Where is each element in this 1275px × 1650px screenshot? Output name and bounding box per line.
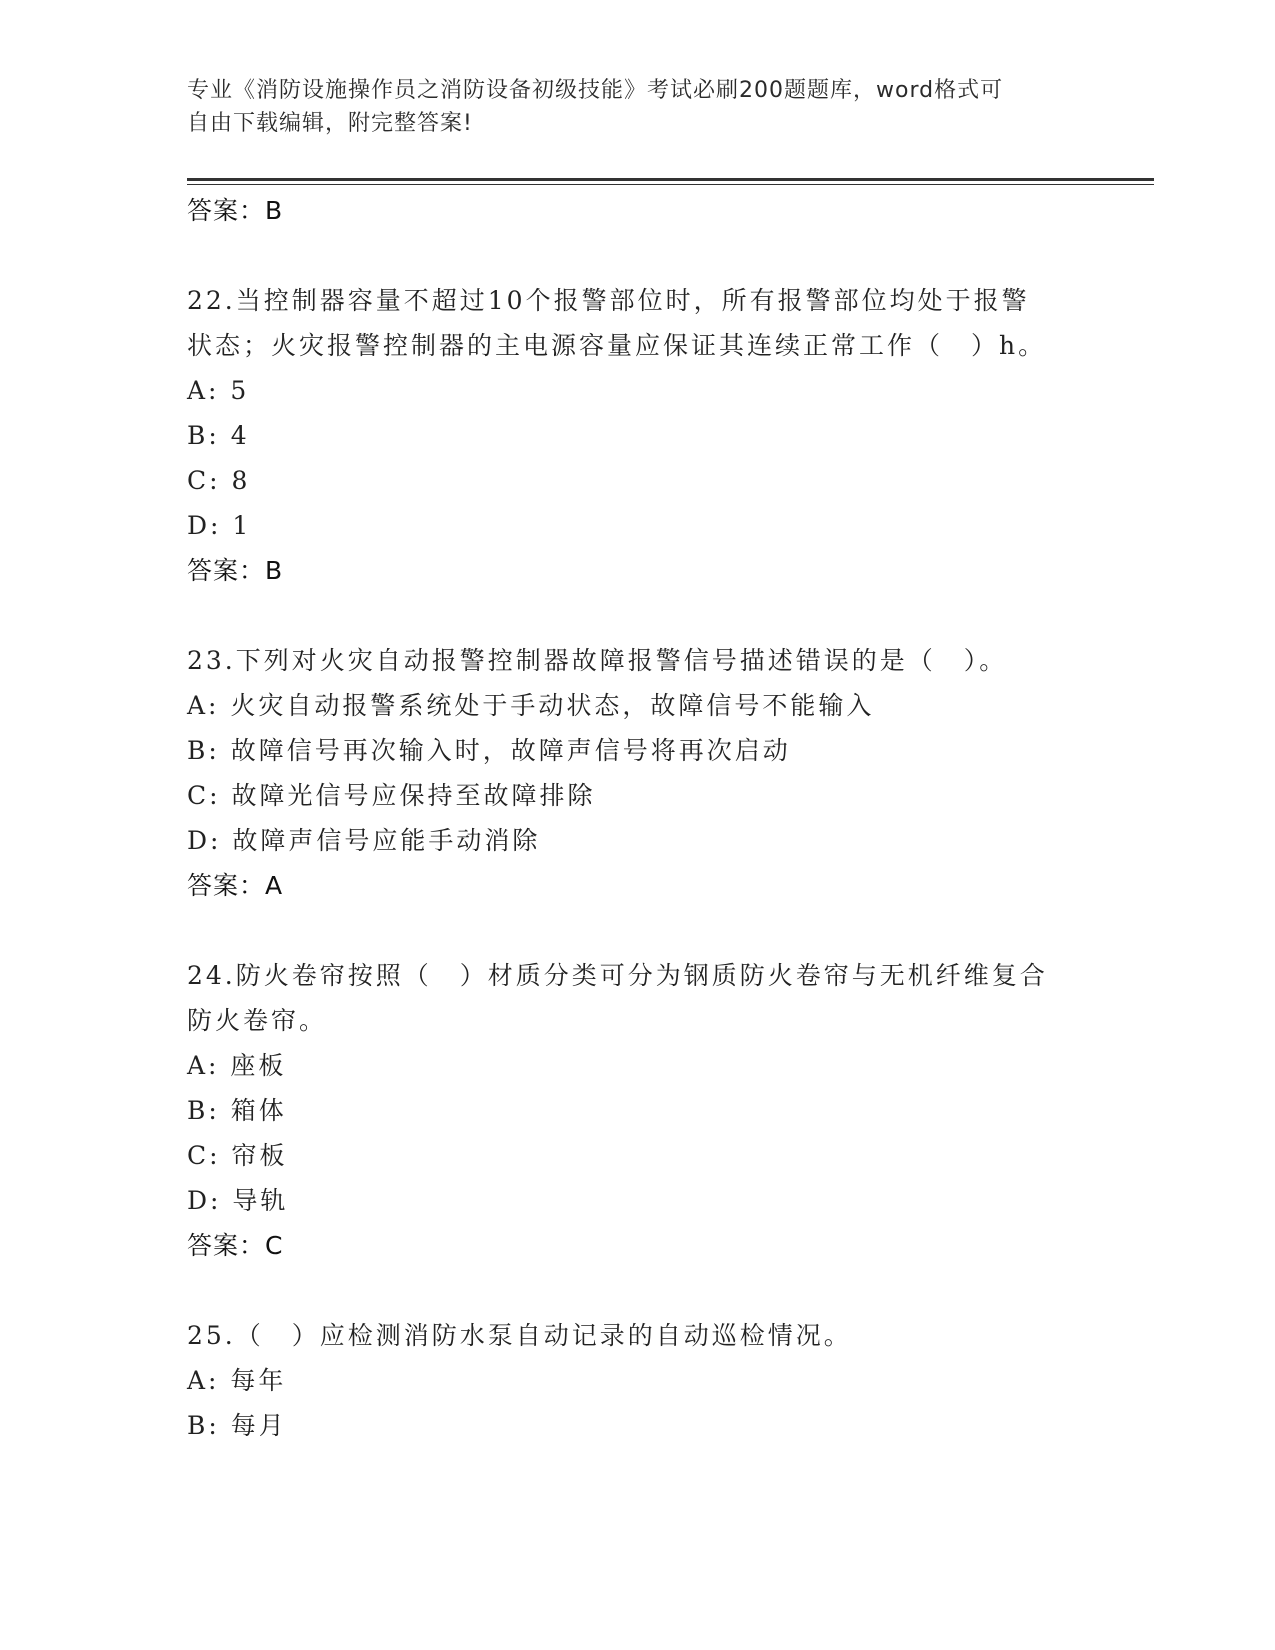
question-text: 防火卷帘。: [187, 1006, 328, 1035]
header-line-2: 自由下载编辑，附完整答案!: [187, 111, 473, 136]
option-c: C: 8: [187, 466, 251, 495]
question-text: 状态；火灾报警控制器的主电源容量应保证其连续正常工作（ ）h。: [187, 331, 1047, 360]
option-a: A: 5: [187, 376, 250, 405]
question-text: 25.（ ）应检测消防水泵自动记录的自动巡检情况。: [187, 1321, 852, 1350]
header-rule-thin: [187, 184, 1154, 185]
question-text: 22.当控制器容量不超过10个报警部位时，所有报警部位均处于报警: [187, 286, 1030, 315]
option-b: B: 4: [187, 421, 250, 450]
spacer: [187, 1268, 1087, 1313]
option-c: C: 故障光信号应保持至故障排除: [187, 781, 596, 810]
question-block: [187, 638, 1087, 908]
question-block: [187, 278, 1087, 593]
option-a: A: 座板: [187, 1051, 287, 1080]
option-d: D: 故障声信号应能手动消除: [187, 826, 541, 855]
spacer: [187, 908, 1087, 953]
answer-line: 答案：B: [187, 556, 284, 585]
option-b: B: 箱体: [187, 1096, 287, 1125]
spacer: [187, 233, 1087, 278]
document-header: [187, 74, 1067, 140]
option-a: A: 火灾自动报警系统处于手动状态，故障信号不能输入: [187, 691, 875, 720]
question-text: 24.防火卷帘按照（ ）材质分类可分为钢质防火卷帘与无机纤维复合: [187, 961, 1048, 990]
header-rule-thick: [187, 178, 1154, 181]
answer-line: 答案：C: [187, 1231, 284, 1260]
spacer: [187, 593, 1087, 638]
question-block: [187, 953, 1087, 1268]
question-block: [187, 1313, 1087, 1448]
answer-line: 答案：B: [187, 196, 284, 225]
option-a: A: 每年: [187, 1366, 287, 1395]
option-d: D: 1: [187, 511, 252, 540]
option-d: D: 导轨: [187, 1186, 289, 1215]
question-text: 23.下列对火灾自动报警控制器故障报警信号描述错误的是（ ）。: [187, 646, 1008, 675]
option-b: B: 每月: [187, 1411, 287, 1440]
answer-line: 答案：A: [187, 871, 284, 900]
header-line-1: 专业《消防设施操作员之消防设备初级技能》考试必刷200题题库，word格式可: [187, 78, 1004, 103]
option-b: B: 故障信号再次输入时，故障声信号将再次启动: [187, 736, 791, 765]
document-body: [187, 188, 1087, 1448]
option-c: C: 帘板: [187, 1141, 288, 1170]
